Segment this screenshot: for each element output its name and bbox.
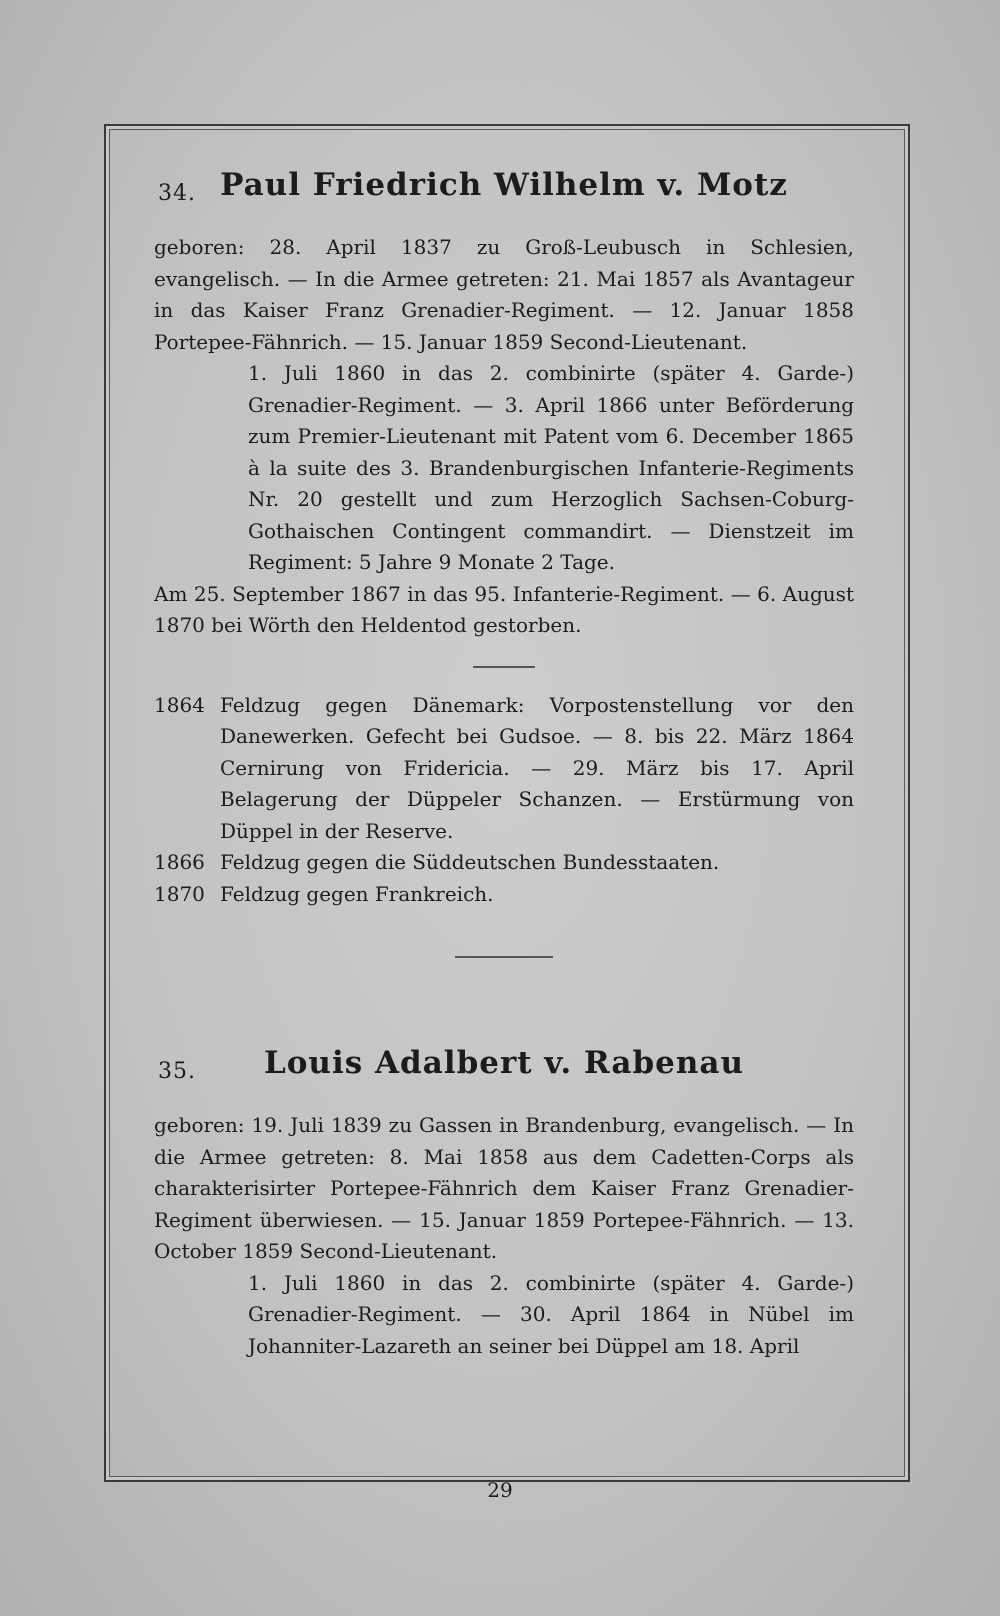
entry-34-name: Paul Friedrich Wilhelm v. Motz <box>220 167 788 203</box>
entry-35-number: 35. <box>158 1059 196 1084</box>
campaign-row <box>154 690 854 848</box>
entry-35-paragraph-2: 1. Juli 1860 in das 2. combinirte (später 4. Garde-) Grenadier-Regiment. — 30. April 1864 in Nübel im Johanniter-Lazareth an seiner bei Düppel am 18. April <box>248 1270 854 1358</box>
campaign-row <box>154 879 854 911</box>
entry-35-name: Louis Adalbert v. Rabenau <box>263 1045 745 1081</box>
entry-35-paragraph-1: geboren: 19. Juli 1839 zu Gassen in Brandenburg, evangelisch. — In die Armee getreten: 8. Mai 1858 aus dem Cadetten-Corps als charakterisirter Portepee-Fähnrich dem Kaiser Franz Grenadier-Regiment überwiesen. — 15. Januar 1859 Portepee-Fähnrich. — 13. October 1859 Second-Lieutenant. <box>154 1113 854 1263</box>
campaign-year: 1866 <box>154 850 205 874</box>
campaign-year: 1864 <box>154 692 205 717</box>
campaign-text: Feldzug gegen die Süddeutschen Bundesstaaten. <box>220 850 720 874</box>
campaign-year: 1870 <box>154 881 205 906</box>
campaign-text: Feldzug gegen Frankreich. <box>220 881 494 906</box>
campaign-row <box>154 847 854 879</box>
page-content <box>154 160 854 1362</box>
entry-separator <box>455 956 553 958</box>
section-divider <box>473 666 535 668</box>
entry-34-paragraph-2: 1. Juli 1860 in das 2. combinirte (später 4. Garde-) Grenadier-Regiment. — 3. April 1866 unter Beförderung zum Premier-Lieutenant mit Patent vom 6. December 1865 à la suite des 3. Brandenburgischen Infanterie-Regiments Nr. 20 gestellt und zum Herzoglich Sachsen-Coburg-Gothaischen Contingent commandirt. — Dienstzeit im Regiment: 5 Jahre 9 Monate 2 Tage. <box>248 361 854 574</box>
entry-34-heading <box>154 160 854 232</box>
entry-34-number: 34. <box>158 181 196 206</box>
entry-35-heading <box>154 1038 854 1110</box>
page-number: 29 <box>487 1478 513 1502</box>
entry-34 <box>154 160 854 910</box>
entry-34-paragraph-1: geboren: 28. April 1837 zu Groß-Leubusch in Schlesien, evangelisch. — In die Armee getreten: 21. Mai 1857 als Avantageur in das Kaiser Franz Grenadier-Regiment. — 12. Januar 1858 Portepee-Fähnrich. — 15. Januar 1859 Second-Lieutenant. <box>154 235 854 354</box>
campaign-text: Feldzug gegen Dänemark: Vorpostenstellung vor den Danewerken. Gefecht bei Gudsoe. — 8. bis 22. März 1864 Cernirung von Fridericia. — 29. März bis 17. April Belagerung der Düppeler Schanzen. — Erstürmung von Düppel in der Reserve. <box>220 692 854 843</box>
entry-35 <box>154 1038 854 1362</box>
entry-34-paragraph-3: Am 25. September 1867 in das 95. Infanterie-Regiment. — 6. August 1870 bei Wörth den Heldentod gestorben. <box>154 581 854 637</box>
